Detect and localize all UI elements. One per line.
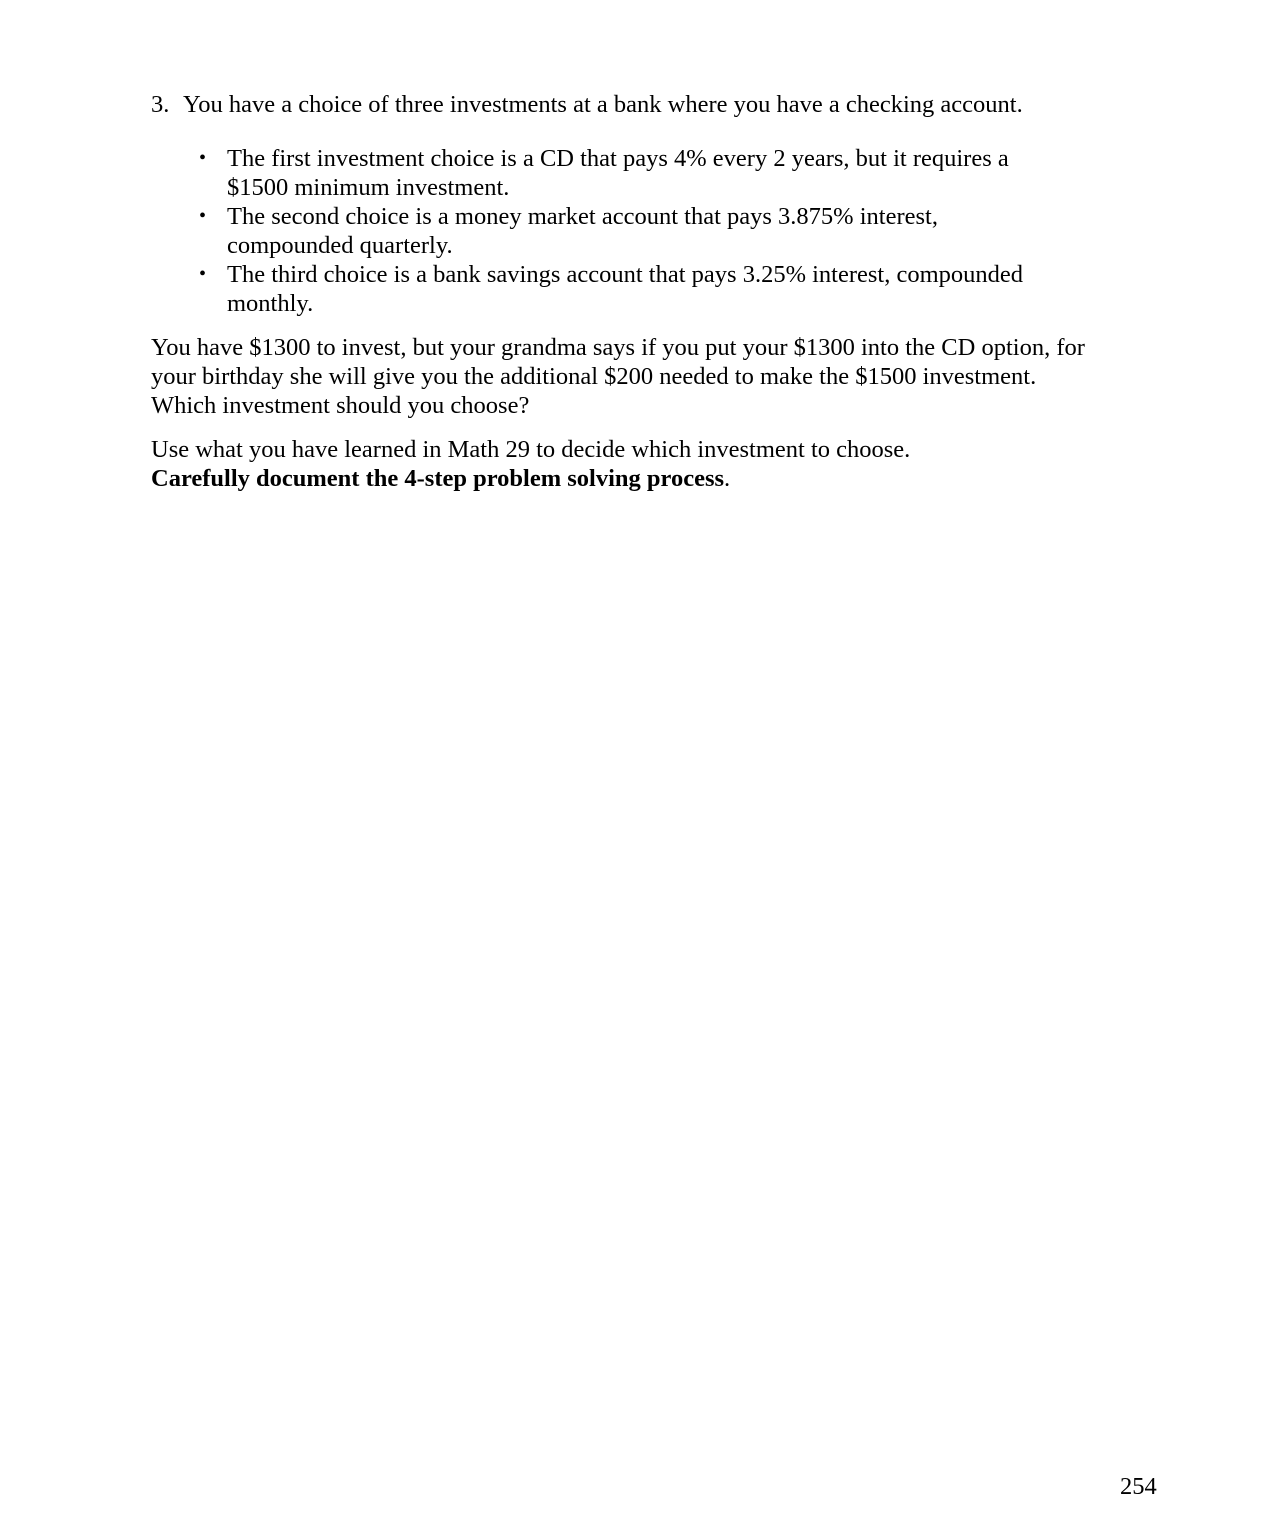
choice-line: monthly. xyxy=(227,290,314,317)
page-number: 254 xyxy=(1120,1473,1157,1500)
question-heading xyxy=(151,90,1151,119)
bullet-icon: • xyxy=(199,263,207,285)
paragraph-line xyxy=(151,464,1141,493)
question-text: You have a choice of three investments at a bank where you have a checking account. xyxy=(183,91,1023,118)
instruction-period: . xyxy=(724,465,731,492)
scenario-paragraph xyxy=(151,333,1141,420)
bold-instruction: Carefully document the 4-step problem solving process xyxy=(151,465,725,492)
bullet-icon: • xyxy=(199,147,207,169)
list-item xyxy=(193,144,1093,202)
bullet-icon: • xyxy=(199,205,207,227)
choice-line: $1500 minimum investment. xyxy=(227,174,510,201)
paragraph-line: Which investment should you choose? xyxy=(151,392,530,419)
choice-line: The second choice is a money market account that pays 3.875% interest, xyxy=(227,203,938,230)
paragraph-line: your birthday she will give you the additional $200 needed to make the $1500 investment. xyxy=(151,363,1037,390)
question-number: 3. xyxy=(151,91,170,118)
list-item xyxy=(193,260,1093,318)
choice-line: compounded quarterly. xyxy=(227,232,453,259)
choice-line: The third choice is a bank savings account that pays 3.25% interest, compounded xyxy=(227,261,1024,288)
investment-choices-list xyxy=(193,144,1093,318)
list-item xyxy=(193,202,1093,260)
paragraph-line: You have $1300 to invest, but your grandma says if you put your $1300 into the CD option, for xyxy=(151,334,1085,361)
instructions-paragraph xyxy=(151,435,1141,493)
paragraph-line: Use what you have learned in Math 29 to decide which investment to choose. xyxy=(151,436,911,463)
choice-line: The first investment choice is a CD that pays 4% every 2 years, but it requires a xyxy=(227,145,1009,172)
